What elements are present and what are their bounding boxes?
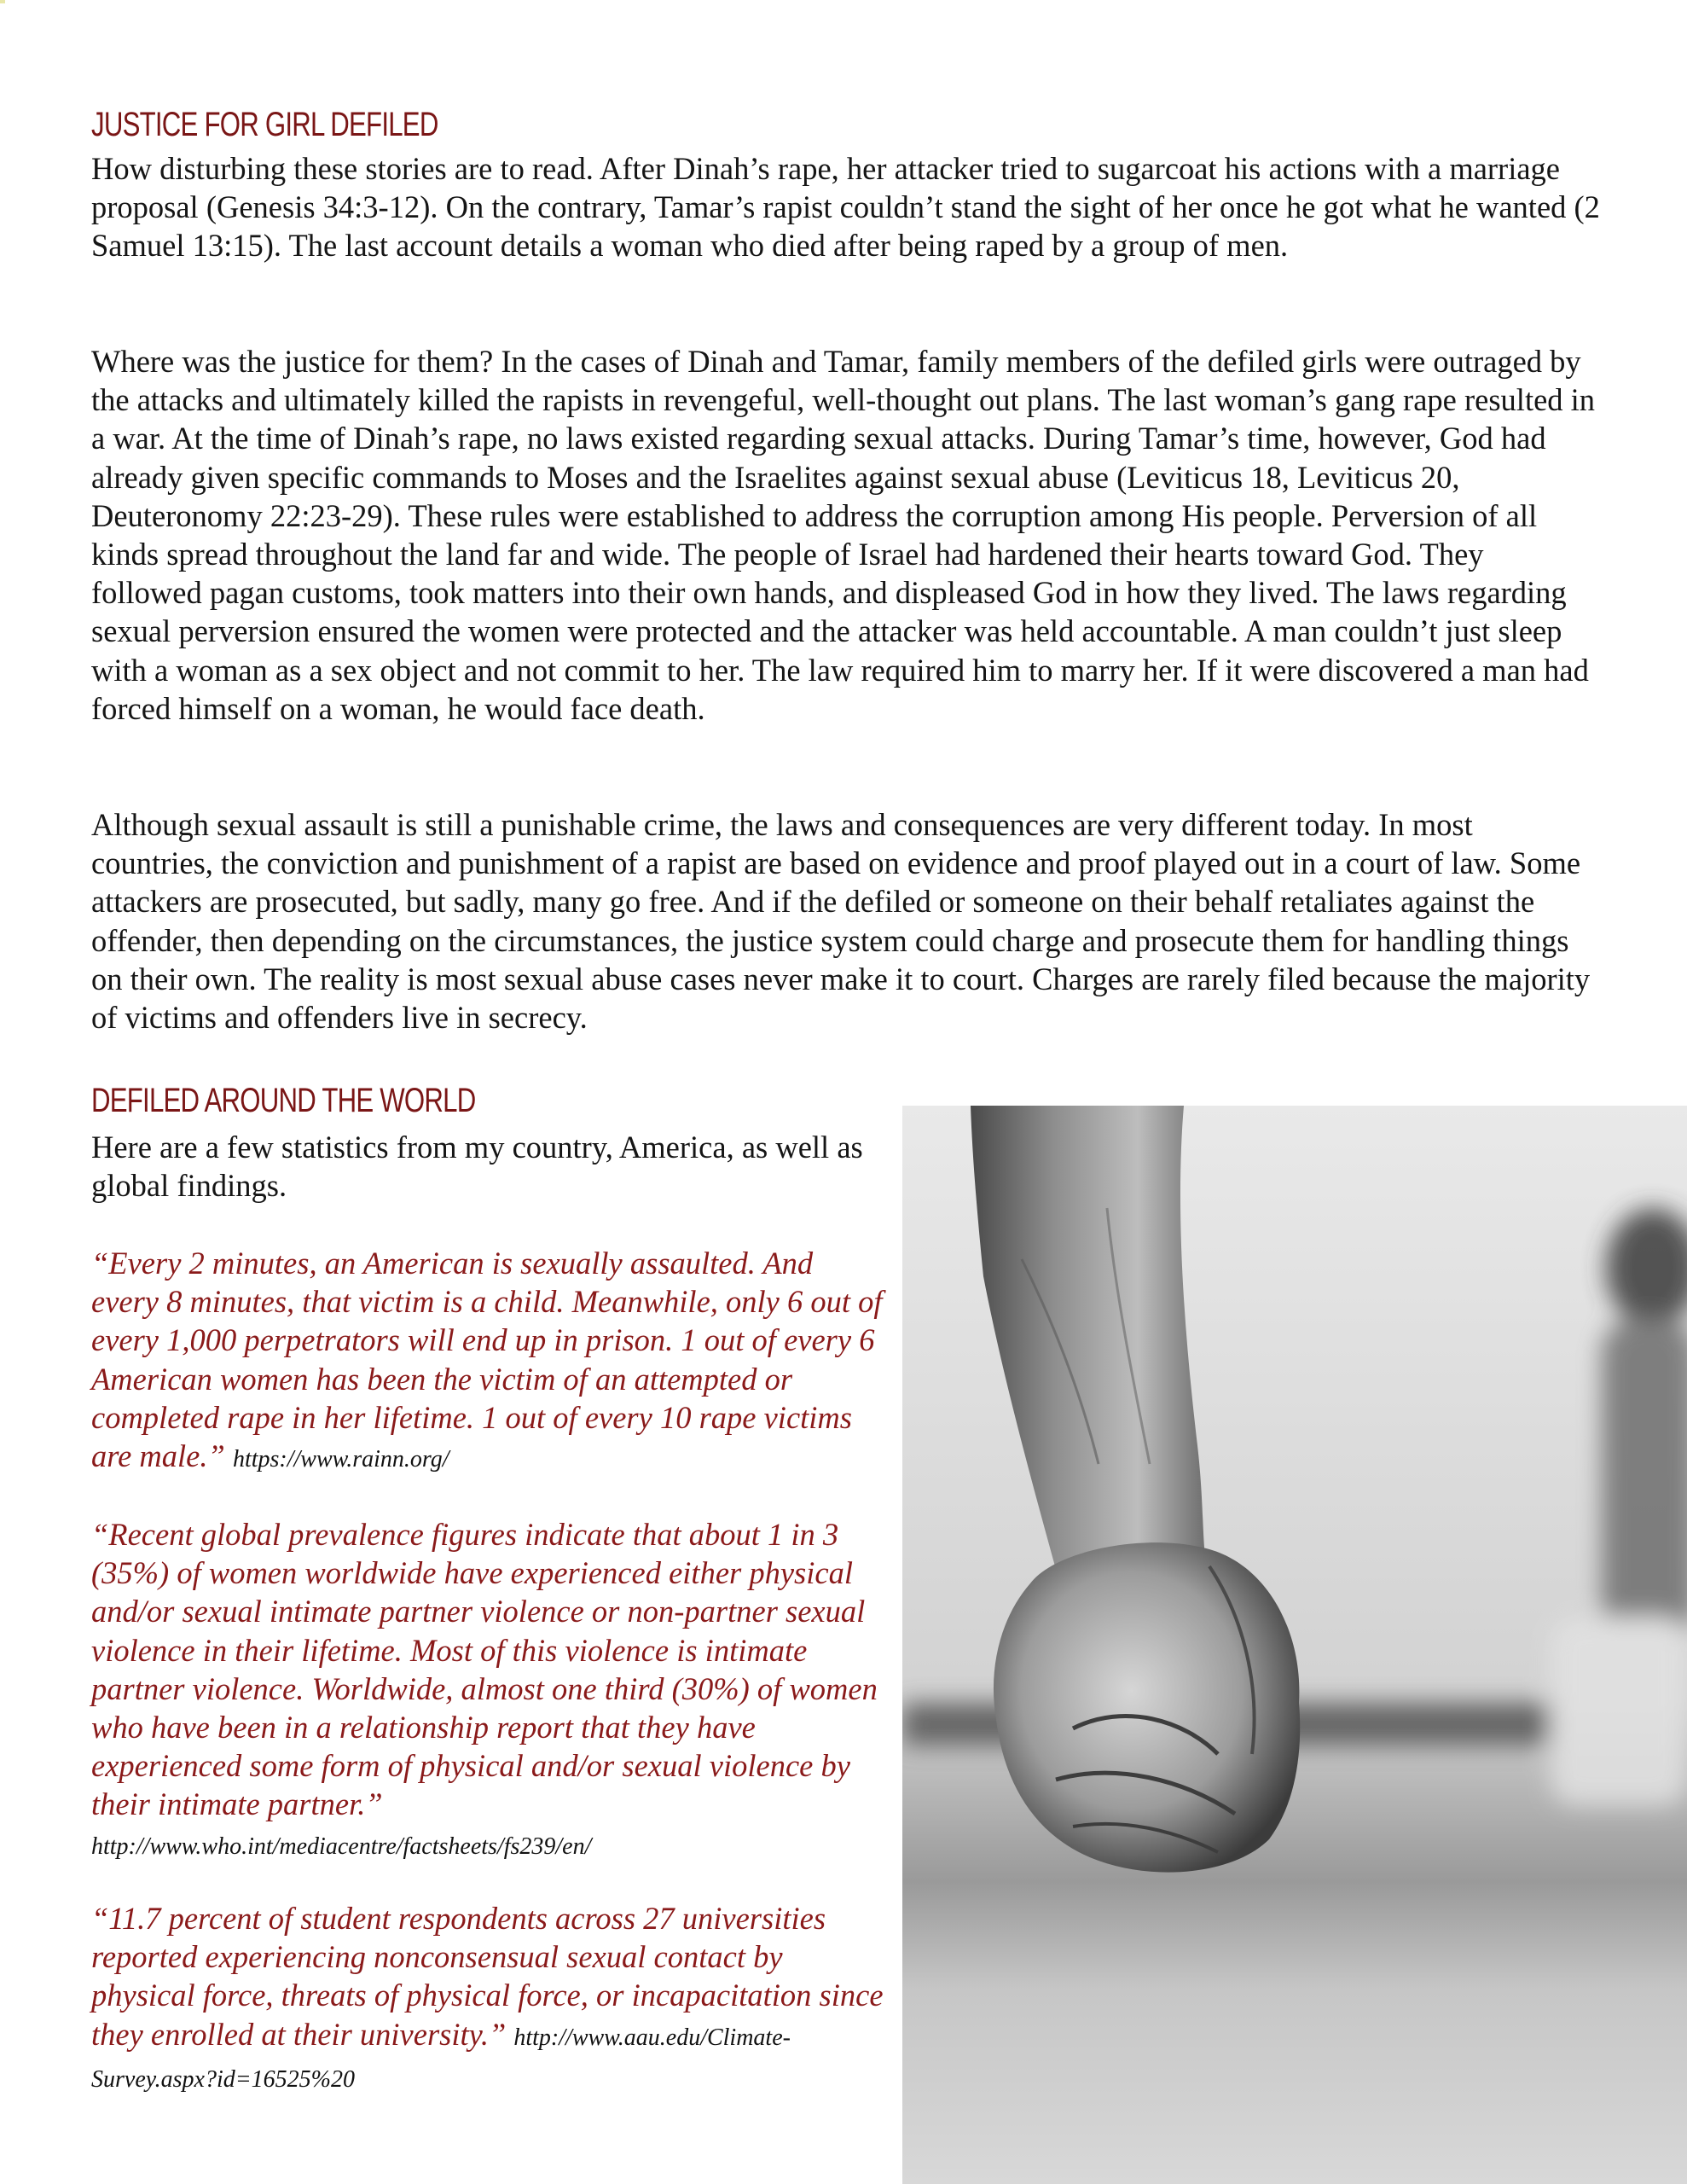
quote-source-link[interactable]: https://www.rainn.org/ — [232, 1446, 449, 1473]
quote-text: “Recent global prevalence figures indicate that about 1 in 3 (35%) of women worldwide have experienced either physical and/or sexual intimate partner violence or non-partner sexual violence in their lifetime. Most of this violence is intimate partner violence. Worldwide, almost one third (30%) of women who have been in a relationship report that they have experienced some form of physical and/or sexual violence by their intimate partner.” — [91, 1517, 878, 1822]
clenched-fist-photo — [902, 1106, 1687, 2184]
paragraph-laws-today: Although sexual assault is still a punishable crime, the laws and consequences are very different today. In most countries, the conviction and punishment of a rapist are based on evidence and proof played out in a court of law. Some attackers are prosecuted, but sadly, many go free. And if the defiled or someone on their behalf retaliates against the offender, then depending on the circumstances, the justice system could charge and prosecute them for handling things on their own. The reality is most sexual abuse cases never make it to court. Charges are rarely filed because the majority of victims and offenders live in secrecy. — [91, 807, 1591, 1036]
quote-text: “11.7 percent of student respondents across 27 universities reported experiencing nonconsensual sexual contact by physical force, threats of physical force, or incapacitation since they enrolled at their university.” — [91, 1901, 884, 2052]
quote-source-link[interactable]: http://www.who.int/mediacentre/factsheets/fs239/en/ — [91, 1833, 592, 1860]
page-corner-mark — [0, 0, 5, 3]
section-heading-world: DEFILED AROUND THE WORLD — [91, 1082, 476, 1119]
section-heading-justice: JUSTICE FOR GIRL DEFILED — [91, 106, 438, 143]
fist-illustration — [902, 1106, 1687, 2184]
statistics-intro: Here are a few statistics from my country, America, as well as global findings. — [91, 1130, 863, 1204]
quote-rainn — [91, 1244, 884, 1478]
quote-who — [91, 1515, 884, 1866]
paragraph-justice: Where was the justice for them? In the cases of Dinah and Tamar, family members of the defiled girls were outraged by the attacks and ultimately killed the rapists in revengeful, well-thought out plans. The last woman’s gang rape resulted in a war. At the time of Dinah’s rape, no laws existed regarding sexual attacks. During Tamar’s time, however, God had already given specific commands to Moses and the Israelites against sexual abuse (Leviticus 18, Leviticus 20, Deuteronomy 22:23-29). These rules were established to address the corruption among His people. Perversion of all kinds spread throughout the land far and wide. The people of Israel had hardened their hearts toward God. They followed pagan customs, took matters into their own hands, and displeased God in how they lived. The laws regarding sexual perversion ensured the women were protected and the attacker was held accountable. A man couldn’t just sleep with a woman as a sex object and not commit to her. The law required him to marry her. If it were discovered a man had forced himself on a woman, he would face death. — [91, 344, 1596, 726]
quote-text: “Every 2 minutes, an American is sexually assaulted. And every 8 minutes, that victim is a child. Meanwhile, only 6 out of every 1,000 perpetrators will end up in prison. 1 out of every 6 American women has been the victim of an attempted or completed rape in her lifetime. 1 out of every 10 rape victims are male.” — [91, 1246, 883, 1474]
quote-source-link[interactable]: http://www.aau.edu/Climate-Survey.aspx?id=16525%20 — [91, 2024, 791, 2093]
paragraph-stories: How disturbing these stories are to read. After Dinah’s rape, her attacker tried to sugarcoat his actions with a marriage proposal (Genesis 34:3-12). On the contrary, Tamar’s rapist couldn’t stand the sight of her once he got what he wanted (2 Samuel 13:15). The last account details a woman who died after being raped by a group of men. — [91, 151, 1600, 264]
quote-aau — [91, 1899, 884, 2099]
